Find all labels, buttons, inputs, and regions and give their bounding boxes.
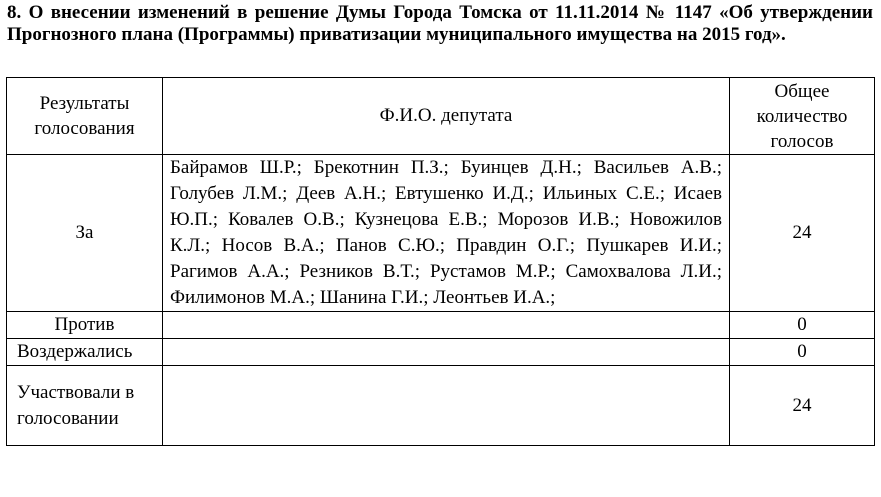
- table-header-row: [7, 78, 875, 155]
- table-row-participated: [7, 366, 875, 446]
- resolution-heading: 8. О внесении изменений в решение Думы Города Томска от 11.11.2014 № 1147 «Об утверждении Прогнозного плана (Программы) приватизации муниципального имущества на 2015 год».: [7, 2, 873, 45]
- deputies-list-for: Байрамов Ш.Р.; Брекотнин П.З.; Буинцев Д.Н.; Васильев А.В.; Голубев Л.М.; Деев А.Н.; Евтушенко И.Д.; Ильиных С.Е.; Исаев Ю.П.; Ковалев О.В.; Кузнецова Е.В.; Морозов И.В.; Новожилов К.Л.; Носов В.А.; Панов С.Ю.; Правдин О.Г.; Пушкарев И.И.; Рагимов А.А.; Резников В.Т.; Рустамов М.Р.; Самохвалова Л.И.; Филимонов М.А.; Шанина Г.И.; Леонтьев И.А.;: [163, 155, 730, 312]
- count-against: 0: [730, 312, 875, 339]
- deputies-list-against: [163, 312, 730, 339]
- row-label-participated: Участвовали в голосовании: [7, 366, 163, 446]
- count-abstained: 0: [730, 339, 875, 366]
- row-label-against: Против: [7, 312, 163, 339]
- count-participated: 24: [730, 366, 875, 446]
- header-deputies: Ф.И.О. депутата: [163, 78, 730, 155]
- table-row-for: [7, 155, 875, 312]
- voting-results-table: [6, 77, 875, 446]
- table-row-against: [7, 312, 875, 339]
- header-results: Результаты голосования: [7, 78, 163, 155]
- deputies-list-abstained: [163, 339, 730, 366]
- table-row-abstained: [7, 339, 875, 366]
- deputies-list-participated: [163, 366, 730, 446]
- header-total-votes: Общее количество голосов: [730, 78, 875, 155]
- count-for: 24: [730, 155, 875, 312]
- row-label-for: За: [7, 155, 163, 312]
- row-label-abstained: Воздержались: [7, 339, 163, 366]
